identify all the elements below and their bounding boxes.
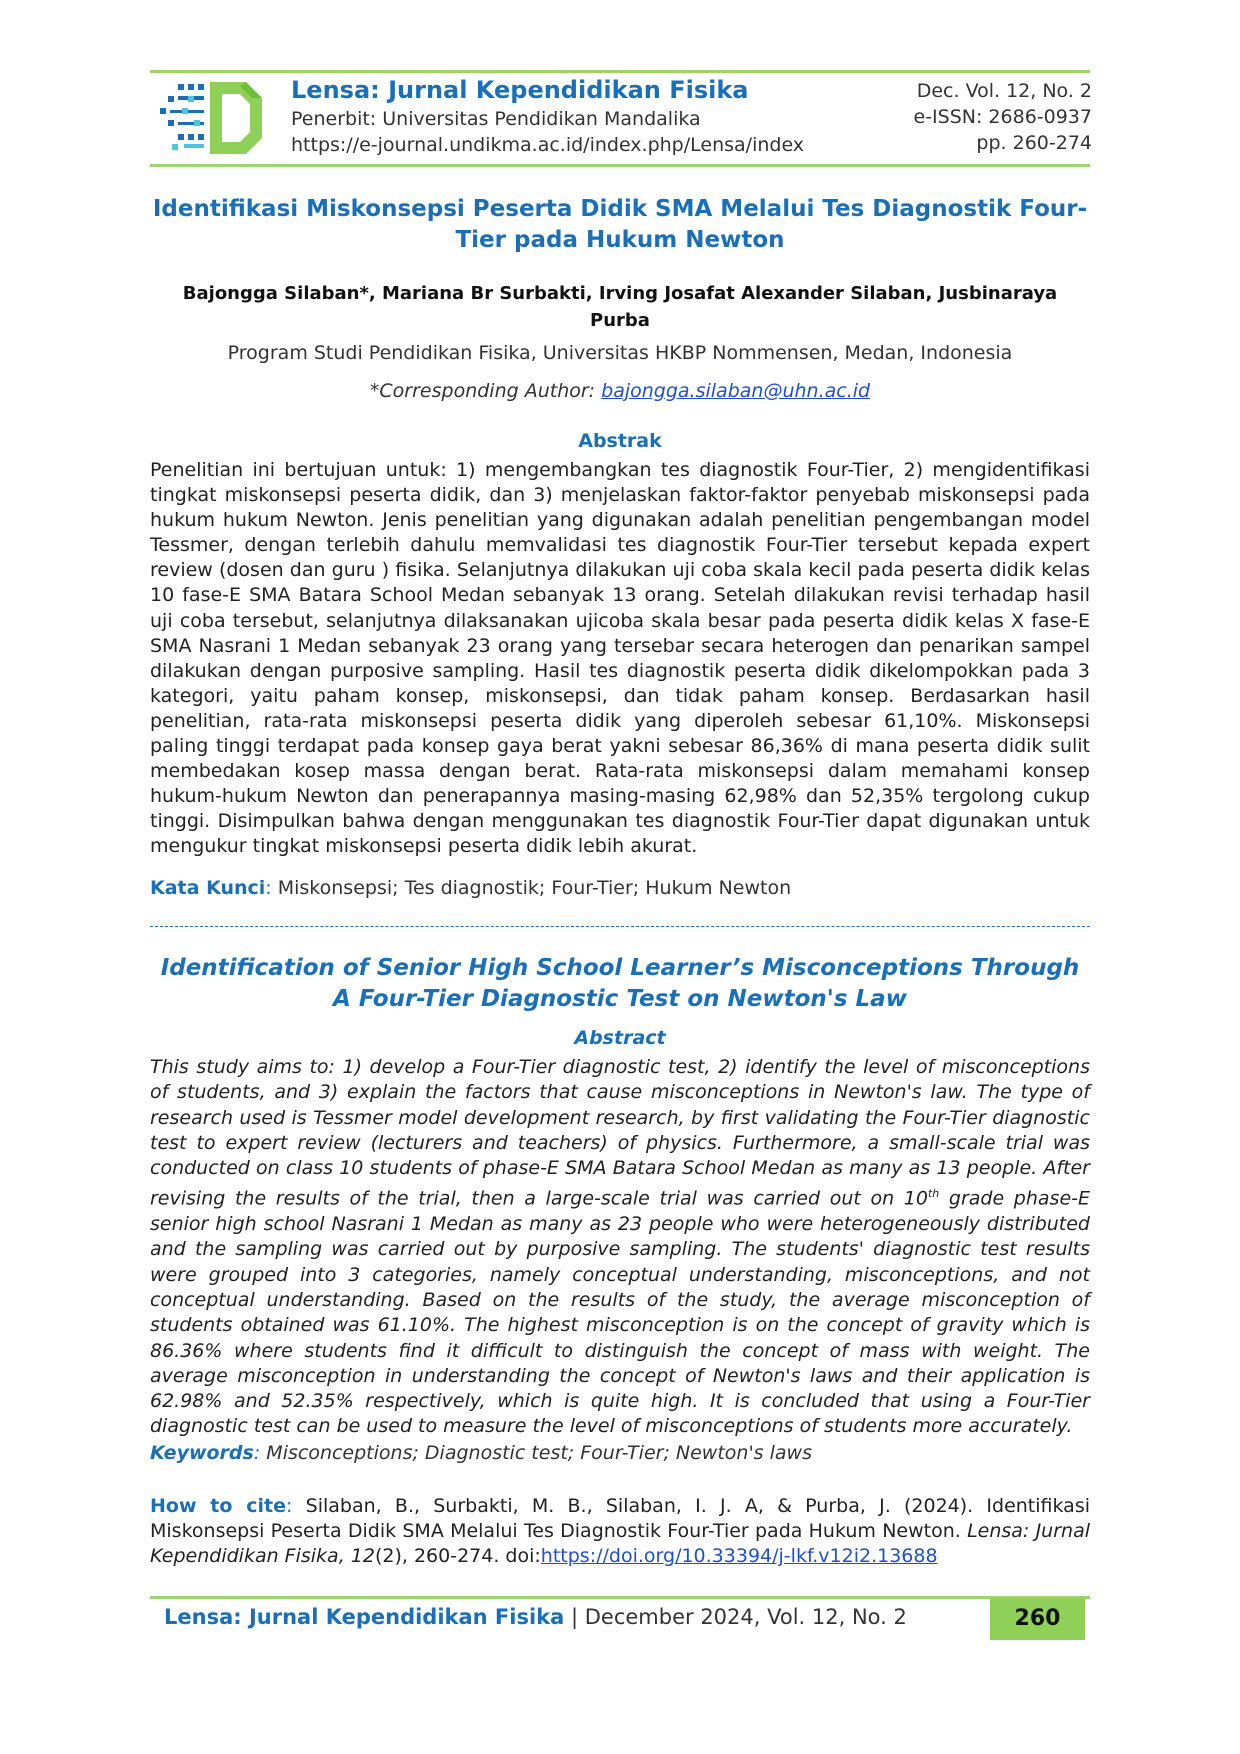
article-title-indonesian: Identifikasi Miskonsepsi Peserta Didik SMA Melalui Tes Diagnostik Four-Tier pada Hukum Newton: [152, 196, 1088, 253]
abstract-heading-english: Abstract: [574, 1027, 666, 1049]
header-top-rule: [150, 70, 1090, 73]
keywords-label-indonesian: Kata Kunci: [150, 877, 266, 899]
article-title-english: Identification of Senior High School Learner’s Misconceptions Through A Four-Tier Diagnostic Test on Newton's Law: [160, 955, 1080, 1012]
keywords-english: Keywords: Misconceptions; Diagnostic test; Four-Tier; Newton's laws: [150, 1442, 812, 1464]
journal-logo-icon: [160, 78, 272, 158]
journal-publisher: Penerbit: Universitas Pendidikan Mandalika: [291, 108, 701, 130]
abstract-english-part1: This study aims to: 1) develop a Four-Tier diagnostic test, 2) identify the level of misconceptions of students, and 3) explain the factors that cause misconceptions in Newton's law. The type of research used is Tessmer model development research, by first validating the Four-Tier diagnostic test to expert review (lecturers and teachers) of physics. Furthermore, a small-scale trial was conducted on class 10 students of phase-E SMA Batara School Medan as many as 13 people. After revising the results of the trial, then a large-scale trial was carried out on 10: [150, 1056, 1090, 1210]
corresponding-author: [150, 380, 1090, 402]
section-divider: [150, 926, 1090, 927]
issue-meta: [914, 78, 1093, 156]
abstract-indonesian: Penelitian ini bertujuan untuk: 1) mengembangkan tes diagnostik Four-Tier, 2) mengidentifikasi tingkat miskonsepsi peserta didik, dan 3) menjelaskan faktor-faktor penyebab miskonsepsi pada hukum hukum Newton. Jenis penelitian yang digunakan adalah penelitian pengembangan model Tessmer, dengan terlebih dahulu memvalidasi tes diagnostik Four-Tier tersebut kepada expert review (dosen dan guru ) fisika. Selanjutnya dilakukan uji coba skala kecil pada peserta didik kelas 10 fase-E SMA Batara School Medan sebanyak 13 orang. Setelah dilakukan revisi terhadap hasil uji coba tersebut, selanjutnya dilaksanakan ujicoba skala besar pada peserta didik kelas X fase-E SMA Nasrani 1 Medan sebanyak 23 orang yang tersebar secara heterogen dan penarikan sampel dilakukan dengan purposive sampling. Hasil tes diagnostik peserta didik dikelompokkan pada 3 kategori, yaitu paham konsep, miskonsepsi, dan tidak paham konsep. Berdasarkan hasil penelitian, rata-rata miskonsepsi peserta didik yang diperoleh sebesar 61,10%. Miskonsepsi paling tinggi terdapat pada konsep gaya berat yakni sebesar 86,36% di mana peserta didik sulit membedakan kosep massa dengan berat. Rata-rata miskonsepsi dalam memahami konsep hukum-hukum Newton dan penerapannya masing-masing 62,98% dan 52,35% tergolong cukup tinggi. Disimpulkan bahwa dengan menggunakan tes diagnostik Four-Tier dapat digunakan untuk mengukur tingkat miskonsepsi peserta didik lebih akurat.: [150, 459, 1090, 858]
footer-text: [164, 1605, 907, 1629]
abstract-english: [150, 1055, 1090, 1440]
issn: e-ISSN: 2686-0937: [913, 106, 1092, 128]
page-number: 260: [990, 1598, 1085, 1640]
affiliation: Program Studi Pendidikan Fisika, Universitas HKBP Nommensen, Medan, Indonesia: [227, 342, 1013, 364]
cite-journal: Lensa: Jurnal Kependidikan Fisika, 12: [150, 1520, 1090, 1568]
keywords-list-english: Misconceptions; Diagnostic test; Four-Tier; Newton's laws: [266, 1442, 812, 1464]
corresponding-label: *Corresponding Author:: [369, 380, 596, 402]
keywords-label-english: Keywords: [150, 1442, 254, 1464]
cite-pages: (2), 260-274. doi:: [374, 1545, 541, 1568]
keywords-indonesian: Kata Kunci: Miskonsepsi; Tes diagnostik; Four-Tier; Hukum Newton: [150, 877, 792, 899]
footer-rule: [150, 1596, 1090, 1599]
keywords-list-indonesian: Miskonsepsi; Tes diagnostik; Four-Tier; Hukum Newton: [277, 877, 792, 899]
journal-title: Lensa: Jurnal Kependidikan Fisika: [291, 76, 749, 104]
page-range: pp. 260-274: [976, 132, 1092, 154]
corresponding-email-link[interactable]: bajongga.silaban@uhn.ac.id: [601, 380, 871, 402]
issue-volume: Dec. Vol. 12, No. 2: [916, 80, 1092, 102]
abstract-english-part2: grade phase-E senior high school Nasrani 1 Medan as many as 23 people who were heterogeneously distributed and the sampling was carried out by purposive sampling. The students' diagnostic test results were grouped into 3 categories, namely conceptual understanding, misconceptions, and not conceptual understanding. Based on the results of the study, the average misconception of students obtained was 61.10%. The highest misconception is on the concept of gravity which is 86.36% where students find it difficult to distinguish the concept of mass with weight. The average misconception in understanding the concept of Newton's laws and their application is 62.98% and 52.35% respectively, which is quite high. It is concluded that using a Four-Tier diagnostic test can be used to measure the level of misconceptions of students more accurately.: [150, 1187, 1090, 1438]
doi-link[interactable]: https://doi.org/10.33394/j-lkf.v12i2.13688: [540, 1545, 938, 1568]
cite-text: Silaban, B., Surbakti, M. B., Silaban, I. J. A, & Purba, J. (2024). Identifikasi Miskonsepsi Peserta Didik SMA Melalui Tes Diagnostik Four-Tier pada Hukum Newton.: [150, 1495, 1090, 1543]
author-list: Bajongga Silaban*, Mariana Br Surbakti, Irving Josafat Alexander Silaban, Jusbinaraya Purba: [182, 283, 1058, 331]
footer-issue: | December 2024, Vol. 12, No. 2: [571, 1605, 907, 1629]
footer-journal: Lensa: Jurnal Kependidikan Fisika: [164, 1605, 565, 1629]
cite-label: How to cite: [150, 1495, 286, 1517]
journal-url[interactable]: https://e-journal.undikma.ac.id/index.php/Lensa/index: [291, 134, 805, 156]
how-to-cite: How to cite: Silaban, B., Surbakti, M. B., Silaban, I. J. A, & Purba, J. (2024). Identifikasi Miskonsepsi Peserta Didik SMA Melalui Tes Diagnostik Four-Tier pada Hukum Newton. Lensa: Jurnal Kependidikan Fisika, 12(2), 260-274. doi:https://doi.org/10.33394/j-lkf.v12i2.13688: [150, 1495, 1090, 1568]
abstract-heading-indonesian: Abstrak: [578, 430, 662, 452]
ordinal-superscript: th: [927, 1187, 940, 1201]
header-bottom-rule: [150, 164, 1090, 167]
